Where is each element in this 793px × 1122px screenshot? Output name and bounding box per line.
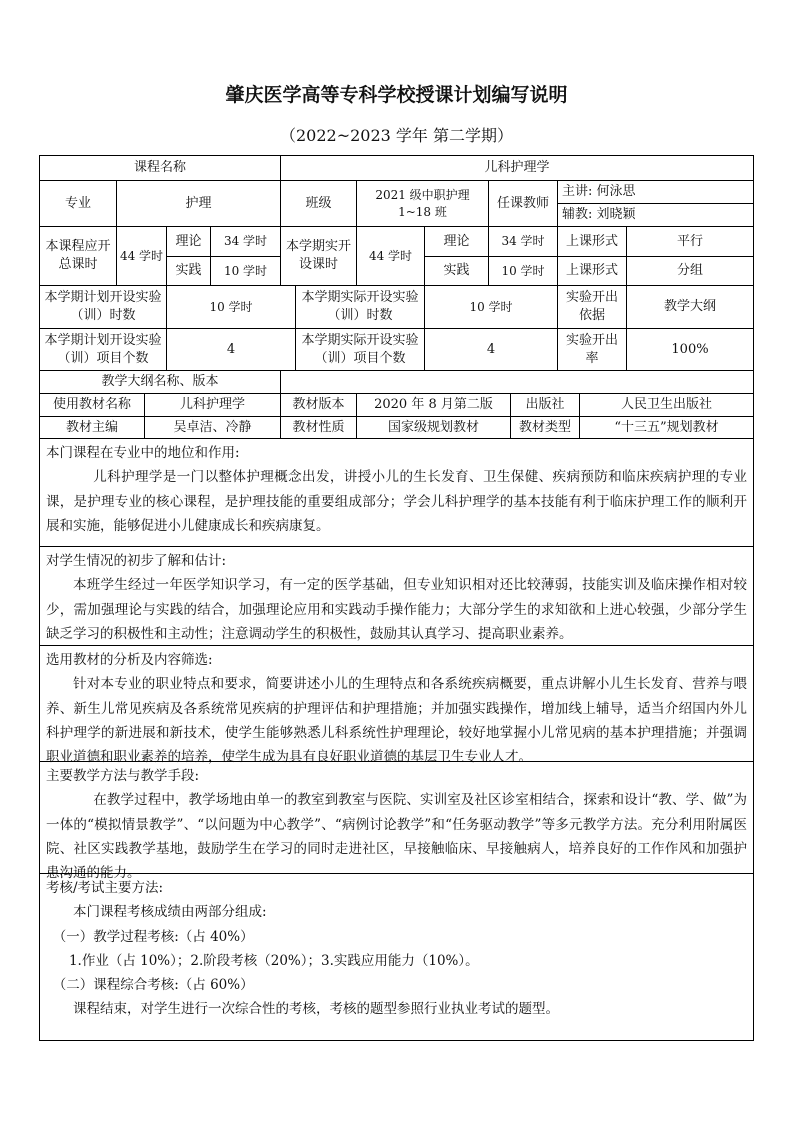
theory-hours-2: 34 学时	[488, 226, 558, 257]
section-body: 本班学生经过一年医学知识学习，有一定的医学基础，但专业知识相对还比较薄弱，技能实训及临床操作相对较少，需加强理论与实践的结合，加强理论应用和实践动手操作能力；大部分学生的求知欲和上进心较强，少部分学生缺乏学习的积极性和主动性；注意调动学生的积极性，鼓励其认真学习、提高职业素养。	[46, 577, 747, 642]
class-form-label-1: 上课形式	[557, 226, 627, 257]
editor-label: 教材主编	[39, 416, 145, 439]
theory-hours: 34 学时	[210, 226, 281, 257]
teacher-label: 任课教师	[488, 180, 558, 227]
type-label: 教材类型	[510, 416, 580, 439]
planned-lab-hours: 10 学时	[166, 285, 296, 329]
major-label: 专业	[39, 180, 117, 227]
actual-lab-hours: 10 学时	[424, 285, 558, 329]
planned-lab-items: 4	[166, 328, 296, 371]
class-value: 2021 级中职护理 1~18 班	[356, 180, 489, 227]
lab-rate: 100%	[626, 328, 754, 371]
document-subtitle: （2022~2023 学年 第二学期）	[279, 126, 514, 145]
section-assessment	[39, 873, 754, 1041]
document-title: 肇庆医学高等专科学校授课计划编写说明	[225, 84, 568, 106]
section-student-situation	[39, 546, 754, 646]
section-body: 针对本专业的职业特点和要求，简要讲述小儿的生理特点和各系统疾病概要，重点讲解小儿生长发育、营养与喂养、新生儿常见疾病及各系统常见疾病的护理评估和护理措施；并加强实践操作，增加线上辅导，适当介绍国内外儿科护理学的新进展和新技术，使学生能够熟悉儿科系统性护理理论，较好地掌握小儿常见病的基本护理措施；并强调职业道德和职业素养的培养，使学生成为具有良好职业道德的基层卫生专业人才。	[46, 676, 747, 766]
class-form-value-1: 平行	[626, 226, 754, 257]
syllabus-value	[280, 370, 754, 394]
section-heading: 考核/考试主要方法:	[46, 880, 164, 896]
section-body: 在教学过程中，教学场地由单一的教室到教室与医院、实训室及社区诊室相结合，探索和设计“教、学、做”为一体的“模拟情景教学”、“以问题为中心教学”、“病例讨论教学”和“任务驱动教学”等多元教学方法。充分利用附属医院、社区实践教学基地，鼓励学生在学习的同时走进社区，早接触临床、早接触病人，培养良好的工作作风和加强护患沟通的能力。	[46, 792, 747, 882]
total-hours-label: 本课程应开总课时	[39, 226, 117, 286]
practice-label: 实践	[166, 256, 211, 286]
course-name-label: 课程名称	[39, 155, 281, 181]
course-name-value: 儿科护理学	[280, 155, 754, 181]
total-hours: 44 学时	[116, 226, 167, 286]
major-value: 护理	[116, 180, 281, 227]
textbook-name: 儿科护理学	[144, 393, 281, 417]
section-textbook-analysis	[39, 645, 754, 766]
lab-rate-label: 实验开出率	[557, 328, 627, 371]
class-form-value-2: 分组	[626, 256, 754, 286]
assistant-teacher: 辅教: 刘晓颖	[557, 203, 754, 227]
section-heading: 对学生情况的初步了解和估计:	[46, 553, 227, 569]
practice-hours: 10 学时	[210, 256, 281, 286]
actual-lab-items-label: 本学期实际开设实验（训）项目个数	[295, 328, 425, 371]
section-heading: 本门课程在专业中的地位和作用:	[46, 445, 240, 461]
lab-basis: 教学大纲	[626, 285, 754, 329]
section-course-position	[39, 438, 754, 547]
practice-hours-2: 10 学时	[488, 256, 558, 286]
assessment-line-5: 课程结束，对学生进行一次综合性的考核，考核的题型参照行业执业考试的题型。	[73, 1001, 559, 1018]
publisher-label: 出版社	[510, 393, 580, 417]
section-heading: 选用教材的分析及内容筛选:	[46, 652, 213, 668]
section-heading: 主要教学方法与教学手段:	[46, 768, 200, 784]
lab-basis-label: 实验开出依据	[557, 285, 627, 329]
class-form-label-2: 上课形式	[557, 256, 627, 286]
assessment-line-3: 1.作业（占 10%）；2.阶段考核（20%）；3.实践应用能力（10%）。	[68, 952, 479, 969]
type-value: “十三五”规划教材	[579, 416, 754, 439]
syllabus-label: 教学大纲名称、版本	[39, 370, 281, 394]
publisher-value: 人民卫生出版社	[579, 393, 754, 417]
section-body: 儿科护理学是一门以整体护理概念出发，讲授小儿的生长发育、卫生保健、疾病预防和临床疾病护理的专业课，是护理专业的核心课程，是护理技能的重要组成部分；学会儿科护理学的基本技能有利于临床护理工作的顺利开展和实施，能够促进小儿健康成长和疾病康复。	[46, 469, 747, 534]
planned-lab-items-label: 本学期计划开设实验（训）项目个数	[39, 328, 167, 371]
editor-value: 吴卓洁、冷静	[144, 416, 281, 439]
assessment-line-4: （二）课程综合考核:（占 60%）	[52, 977, 254, 994]
planned-lab-hours-label: 本学期计划开设实验（训）时数	[39, 285, 167, 329]
lecturer: 主讲: 何泳思	[557, 180, 754, 204]
semester-hours: 44 学时	[356, 226, 425, 286]
textbook-label: 使用教材名称	[39, 393, 145, 417]
practice-label-2: 实践	[424, 256, 489, 286]
section-teaching-methods	[39, 761, 754, 882]
nature-label: 教材性质	[280, 416, 357, 439]
edition-value: 2020 年 8 月第二版	[356, 393, 511, 417]
actual-lab-hours-label: 本学期实际开设实验（训）时数	[295, 285, 425, 329]
assessment-line-2: （一）教学过程考核:（占 40%）	[52, 928, 254, 945]
nature-value: 国家级规划教材	[356, 416, 511, 439]
actual-lab-items: 4	[424, 328, 558, 371]
theory-label-2: 理论	[424, 226, 489, 257]
assessment-line-1: 本门课程考核成绩由两部分组成:	[73, 904, 267, 921]
semester-hours-label: 本学期实开设课时	[280, 226, 357, 286]
class-label: 班级	[280, 180, 357, 227]
theory-label: 理论	[166, 226, 211, 257]
edition-label: 教材版本	[280, 393, 357, 417]
